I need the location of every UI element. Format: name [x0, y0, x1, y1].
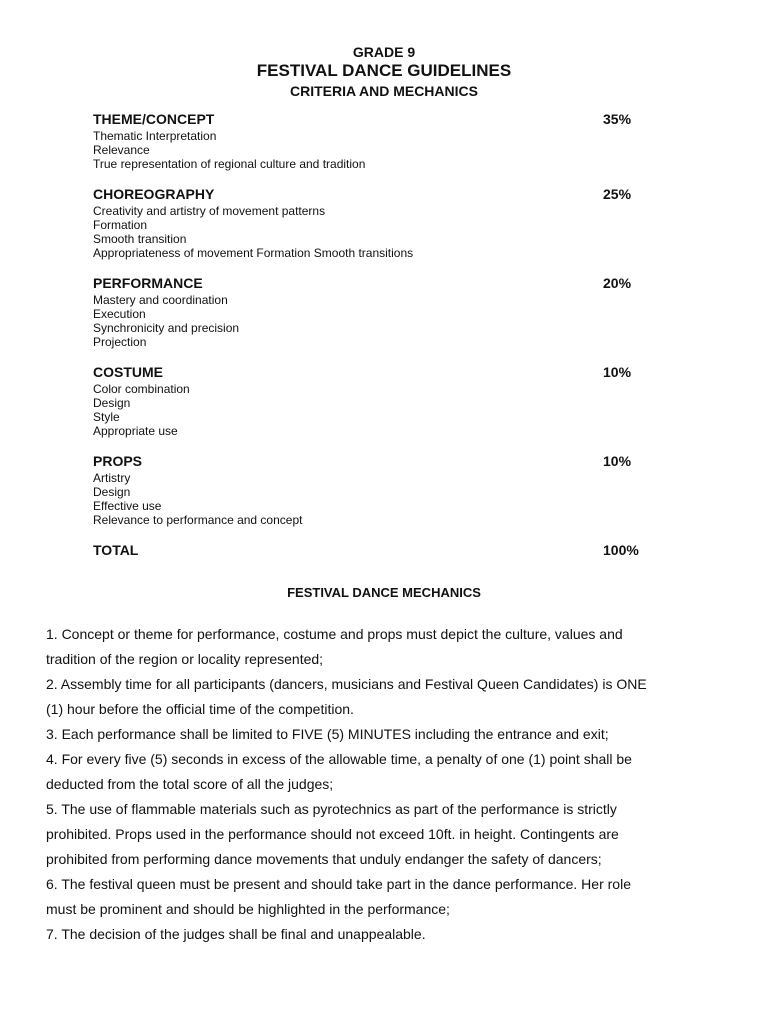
criteria-item: Synchronicity and precision [93, 321, 240, 335]
mechanics-list [46, 622, 726, 947]
document-header [0, 44, 768, 99]
mechanics-line: must be prominent and should be highlighted in the performance; [46, 901, 450, 917]
section-header [93, 363, 653, 381]
criteria-item: Style [93, 410, 120, 424]
section-percent: 10% [603, 364, 632, 380]
mechanics-line: tradition of the region or locality represented; [46, 651, 324, 667]
criteria-item: Appropriate use [93, 424, 178, 438]
section-percent: 35% [603, 111, 632, 127]
section-items [93, 293, 653, 349]
criteria-section-theme-concept [93, 110, 653, 171]
mechanics-line: 7. The decision of the judges shall be final and unappealable. [46, 926, 426, 942]
section-percent: 10% [603, 453, 632, 469]
criteria-item: Relevance [93, 143, 150, 157]
section-header [93, 452, 653, 470]
total-row [93, 541, 653, 559]
mechanics-line: (1) hour before the official time of the competition. [46, 701, 354, 717]
section-name: PROPS [93, 453, 143, 469]
grade-label: GRADE 9 [352, 44, 416, 60]
mechanics-line: prohibited. Props used in the performance should not exceed 10ft. in height. Contingents are [46, 826, 619, 842]
page-subtitle: CRITERIA AND MECHANICS [290, 83, 478, 99]
section-header [93, 110, 653, 128]
criteria-item: Color combination [93, 382, 190, 396]
section-name: THEME/CONCEPT [93, 111, 215, 127]
section-items [93, 129, 653, 171]
section-items [93, 382, 653, 438]
mechanics-line: deducted from the total score of all the judges; [46, 776, 334, 792]
criteria-item: Formation [93, 218, 148, 232]
criteria-item: Projection [93, 335, 147, 349]
total-percent: 100% [603, 542, 639, 558]
criteria-item: Relevance to performance and concept [93, 513, 303, 527]
page-title: FESTIVAL DANCE GUIDELINES [256, 61, 512, 80]
mechanics-line: 6. The festival queen must be present and should take part in the dance performance. Her role [46, 876, 631, 892]
mechanics-line: 5. The use of flammable materials such as pyrotechnics as part of the performance is strictly [46, 801, 617, 817]
criteria-item: Thematic Interpretation [93, 129, 217, 143]
criteria-item: Artistry [93, 471, 131, 485]
criteria-item: Appropriateness of movement Formation Smooth transitions [93, 246, 414, 260]
criteria-item: Creativity and artistry of movement patterns [93, 204, 326, 218]
criteria-item: Effective use [93, 499, 162, 513]
section-items [93, 204, 653, 260]
section-percent: 25% [603, 186, 632, 202]
section-name: CHOREOGRAPHY [93, 186, 215, 202]
criteria-item: Smooth transition [93, 232, 187, 246]
mechanics-line: prohibited from performing dance movements that unduly endanger the safety of dancers; [46, 851, 602, 867]
mechanics-heading: FESTIVAL DANCE MECHANICS [287, 585, 481, 600]
mechanics-line: 3. Each performance shall be limited to FIVE (5) MINUTES including the entrance and exit; [46, 726, 609, 742]
criteria-section-choreography [93, 185, 653, 260]
mechanics-line: 4. For every five (5) seconds in excess of the allowable time, a penalty of one (1) point shall be [46, 751, 632, 767]
total-label: TOTAL [93, 542, 139, 558]
criteria-list [93, 110, 653, 559]
criteria-section-performance [93, 274, 653, 349]
criteria-item: Design [93, 485, 131, 499]
criteria-item: Execution [93, 307, 146, 321]
section-name: COSTUME [93, 364, 163, 380]
section-header [93, 274, 653, 292]
section-percent: 20% [603, 275, 632, 291]
criteria-item: Mastery and coordination [93, 293, 228, 307]
criteria-item: True representation of regional culture and tradition [93, 157, 366, 171]
section-items [93, 471, 653, 527]
criteria-section-costume [93, 363, 653, 438]
mechanics-line: 1. Concept or theme for performance, costume and props must depict the culture, values and [46, 626, 623, 642]
mechanics-line: 2. Assembly time for all participants (dancers, musicians and Festival Queen Candidates) is ONE [46, 676, 647, 692]
section-name: PERFORMANCE [93, 275, 203, 291]
section-header [93, 185, 653, 203]
criteria-section-props [93, 452, 653, 527]
criteria-item: Design [93, 396, 131, 410]
